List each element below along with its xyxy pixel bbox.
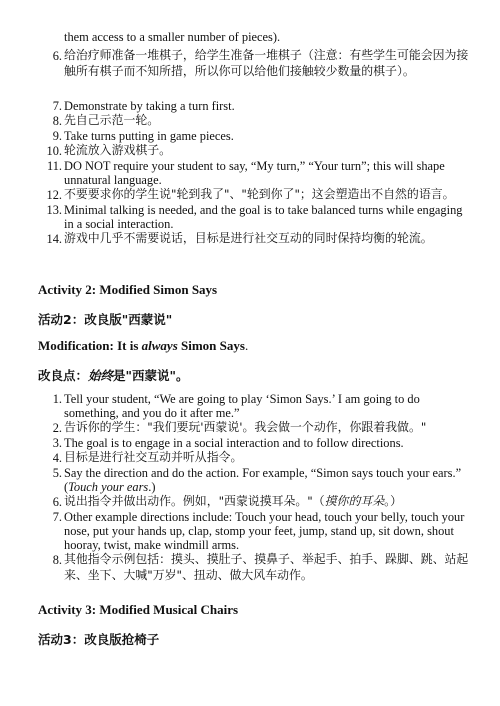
list-item: 6. 说出指令并做出动作。例如，"西蒙说摸耳朵。"（摸你的耳朵。） bbox=[52, 494, 402, 510]
list-item: 14. 游戏中几乎不需要说话，目标是进行社交互动的同时保持均衡的轮流。 bbox=[46, 231, 433, 246]
activity-3-heading: Activity 3: Modified Musical Chairs bbox=[38, 602, 239, 617]
list-item: 7. Other example directions include: Touch your head, touch your belly, touch your nose, put your hands up, clap, stomp your feet, jump, stand up, sit down, shout hooray, twist, make windmill arms. bbox=[52, 509, 465, 553]
list-item: 12. 不要要求你的学生说"轮到我了"、"轮到你了"；这会塑造出不自然的语言。 bbox=[46, 187, 455, 202]
list-item: 2. 告诉你的学生："我们要玩'西蒙说'。我会做一个动作，你跟着我做。" bbox=[52, 420, 427, 436]
modification-line: Modification: It is always Simon Says. bbox=[38, 338, 249, 353]
list-item: 8. 先自己示范一轮。 bbox=[52, 113, 160, 129]
steps-list-2 bbox=[0, 392, 500, 584]
activity-3-heading-zh: 活动3：改良版抢椅子 bbox=[38, 632, 160, 647]
list-item: 1. Tell your student, “We are going to play ‘Simon Says.’ I am going to do something, and you do it after me.” bbox=[52, 392, 420, 421]
list-item: 11. DO NOT require your student to say, “My turn,” “Your turn”; this will shape unnatural language. bbox=[46, 158, 445, 187]
modification-line-zh: 改良点：始终是"西蒙说"。 bbox=[38, 368, 189, 383]
steps-list-1 bbox=[0, 48, 500, 247]
activity-2-heading: Activity 2: Modified Simon Says bbox=[38, 282, 218, 297]
list-item: 10. 轮流放入游戏棋子。 bbox=[46, 143, 172, 158]
list-item: 7. Demonstrate by taking a turn first. bbox=[52, 99, 235, 113]
list-item: 3. The goal is to engage in a social interaction and to follow directions. bbox=[52, 436, 404, 450]
list-item: 13. Minimal talking is needed, and the goal is to take balanced turns while engaging in a social interaction. bbox=[46, 202, 463, 231]
continuation-line: them access to a smaller number of pieces). bbox=[64, 30, 281, 44]
activity-2-heading-zh: 活动2：改良版"西蒙说" bbox=[38, 312, 173, 327]
list-item: 9. Take turns putting in game pieces. bbox=[52, 128, 234, 143]
list-item: 6. 给治疗师准备一堆棋子，给学生准备一堆棋子（注意：有些学生可能会因为接触所有棋子而不知所措，所以你可以给他们接触较少数量的棋子）。 bbox=[52, 48, 469, 78]
list-item: 4. 目标是进行社交互动并听从指令。 bbox=[52, 450, 243, 466]
list-item: 8. 其他指令示例包括：摸头、摸肚子、摸鼻子、举起手、拍手、跺脚、跳、站起来、坐下、大喊"万岁"、扭动、做大风车动作。 bbox=[52, 552, 469, 582]
list-item: 5. Say the direction and do the action. For example, “Simon says touch your ears.” (Touch your ears.) bbox=[52, 465, 462, 494]
